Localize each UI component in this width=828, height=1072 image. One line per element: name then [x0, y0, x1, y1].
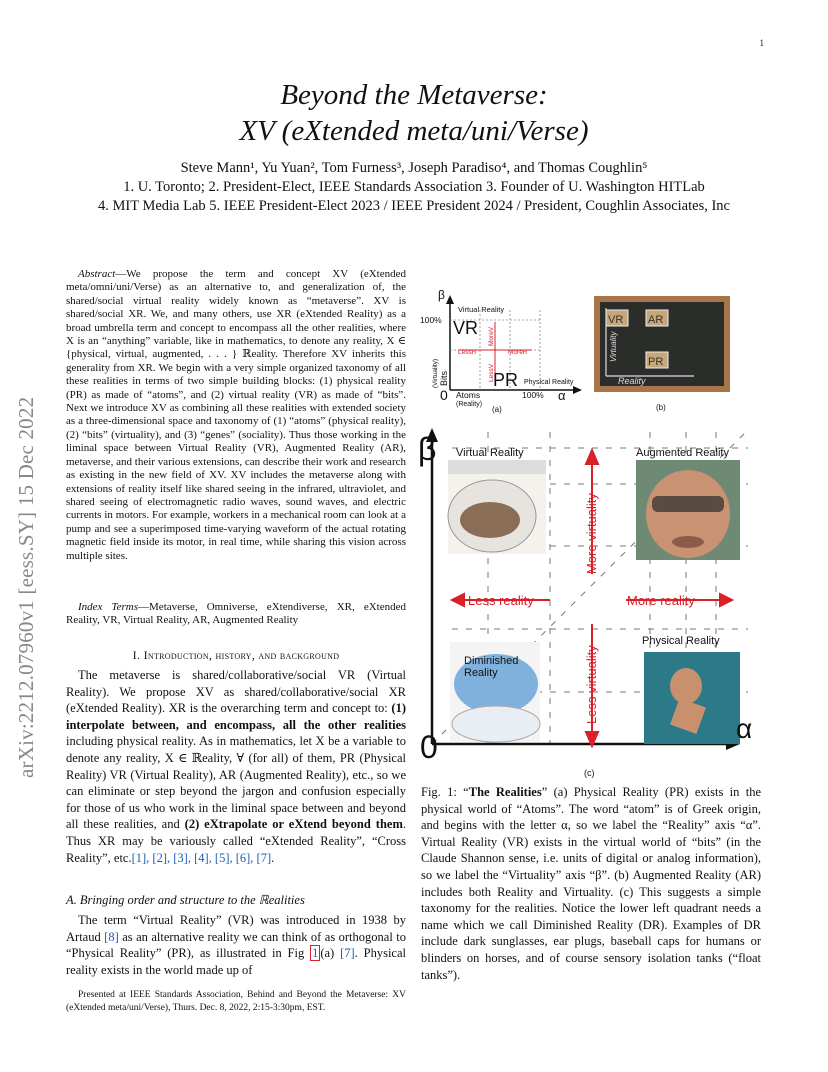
virtuality-label-a: (Virtuality): [432, 358, 439, 388]
diminished-reality-label-c: Diminished Reality: [464, 655, 519, 679]
affiliations-line1: 1. U. Toronto; 2. President-Elect, IEEE Standards Association 3. Founder of U. Washington HITLab: [123, 179, 705, 195]
less-reality-label: Less reality: [468, 593, 534, 608]
physical-reality-label-a: Physical Reality: [524, 379, 574, 386]
citation-link-7[interactable]: [7]: [340, 946, 355, 961]
atoms-label: Atoms: [456, 390, 481, 400]
chalk-reality: Reality: [618, 376, 646, 386]
less-virtuality-label: Less virtuality: [584, 645, 599, 724]
figure-caption: [421, 784, 761, 983]
page-number: 1: [759, 38, 764, 48]
caption-bold: The Realities: [468, 785, 542, 799]
zero-label-a: 0: [440, 387, 448, 403]
chalk-pr-tile: PR: [648, 356, 664, 368]
abstract-label: Abstract: [78, 268, 116, 280]
figure-panel-a: [420, 290, 595, 415]
caption-text: ” (a) Physical Reality (PR) exists in the physical world of “Atoms”. The word “atom” is of Greek origin, and begins with the letter α, so we label the “Reality” axis “α”. Virtual Reality (VR) exists in the virtual world of “bits” (in the Claude Shannon sense, i.e. units of digital or analog information), so we label the “Virtuality” axis “β”. (b) Augmented Reality (AR) includes both Reality and Virtuality. (c) This suggests a simple taxonomy for the realities. Notice the lower left quadrant needs a name which we call Diminished Reality (DR). Examples of DR include dark sunglasses, ear plugs, baseball caps for humans or blinders on horses, and of course sensory isolation tanks (“float tanks”).: [421, 785, 761, 982]
subsection-text-d: . Physical reality exists in the world made up of: [66, 946, 406, 977]
pr-photo: [644, 652, 740, 744]
panel-a-caption: (a): [492, 405, 502, 414]
physical-reality-label-c: Physical Reality: [642, 635, 720, 647]
hundred-y-label: 100%: [420, 315, 442, 325]
zero-label-c: 0: [420, 729, 438, 765]
affiliations-line2: 4. MIT Media Lab 5. IEEE President-Elect 2023 / IEEE President 2024 / President, Coughlin Associates, Inc: [98, 198, 730, 214]
footnote: Presented at IEEE Standards Association, Behind and Beyond the Metaverse: XV (eXtended meta/uni/Verse), Thurs. Dec. 8, 2022, 2:15-3:30pm, EST.: [66, 990, 406, 1013]
section1-text-c: including physical reality. As in mathematics, let X be a variable to denote any reality, X ∈ ℝeality, ∀ (for all) of them, PR (Physical Reality) VR (Virtual Reality), AR (Augmented Reality), etc., so we can eliminate or step beyond the jargon and confusion especially for those of us who work in the liminal space between and beyond all these realities, and: [66, 734, 406, 832]
vr-photo: [448, 460, 546, 554]
figure-ref-link[interactable]: 1: [312, 946, 319, 961]
subsection-text-c: (a): [320, 946, 341, 961]
virtual-reality-label-a: Virtual Reality: [458, 305, 505, 314]
bits-label: Bits: [439, 370, 449, 386]
caption-prefix: Fig. 1: “: [421, 785, 469, 799]
more-virtuality-label: More virtuality: [584, 493, 599, 574]
figure-panel-c: [418, 424, 764, 780]
index-terms: [66, 601, 406, 628]
abstract: [66, 268, 406, 563]
reality-label-a: (Reality): [456, 401, 483, 408]
citation-link-8[interactable]: [8]: [104, 929, 119, 944]
beta-label-a: β: [438, 290, 445, 302]
virtual-reality-label-c: Virtual Reality: [456, 447, 524, 459]
chalk-vr-tile: VR: [608, 314, 624, 326]
hundred-x-label: 100%: [522, 390, 544, 400]
citation-links[interactable]: [1], [2], [3], [4], [5], [6], [7]: [131, 850, 272, 865]
index-terms-text: —Metaverse, Omniverse, eXtendiverse, XR, eXtended Reality, VR, Virtual Reality, AR, Augmented Reality: [66, 601, 406, 627]
section-heading: I. Introduction, history, and background: [132, 648, 340, 662]
lessr-label: LessR: [458, 349, 477, 356]
lessv-label: LessV: [488, 363, 495, 382]
section1-text-end: .: [271, 850, 275, 865]
section1-paragraph: [66, 667, 406, 866]
subsection-heading: A. Bringing order and structure to the ℝealities: [66, 893, 305, 907]
section1-bold-2: (2) eXtrapolate or eXtend beyond them: [184, 817, 403, 832]
morer-label: MoreR: [508, 349, 528, 356]
subsection-text-a: The term “Virtual Reality” (VR) was introduced in 1938 by Artaud: [66, 913, 406, 944]
author-list: Steve Mann¹, Yu Yuan², Tom Furness³, Joseph Paradiso⁴, and Thomas Coughlin⁵: [180, 160, 648, 176]
morev-label: MoreV: [488, 326, 495, 346]
augmented-reality-label-c: Augmented Reality: [636, 447, 729, 459]
paper-title-line1: Beyond the Metaverse:: [280, 79, 548, 111]
arxiv-stamp: arXiv:2212.07960v1 [eess.SY] 15 Dec 2022: [14, 396, 38, 778]
chalk-virtuality: Virtuality: [609, 331, 618, 362]
beta-label-c: β: [418, 431, 437, 467]
alpha-label-c: α: [736, 713, 753, 744]
subsection-paragraph: [66, 912, 406, 978]
more-reality-label: More reality: [627, 593, 695, 608]
index-terms-label: Index Terms: [78, 601, 139, 613]
vr-label-a: VR: [453, 318, 479, 338]
figure-panel-b: [594, 296, 734, 416]
section1-text-a: The metaverse is shared/collaborative/social VR (Virtual Reality). We propose XV as shared/collaborative/social XR (eXtended Reality). XR is the overarching term and concept to:: [66, 668, 406, 716]
chalk-ar-tile: AR: [648, 314, 664, 326]
ar-photo: [636, 460, 740, 560]
abstract-text: —We propose the term and concept XV (eXtended meta/omni/uni/Verse) as an alternative to, and generalization of, the shared/social virtual reality widely known as “metaverse”. XV is shared/social XR. We, and many others, use XR (eXtended Reality) as a broad umbrella term and concept to encompass all the other realities, where X is an “anything” variable, like in mathematics, to denote any reality, X ∈ {physical, virtual, augmented, . . . } ℝeality. Therefore XV inherits this generality from XR. We begin with a very simple organized taxonomy of all these realities in terms of two simple building blocks: (1) physical reality (PR) as made of “atoms”, and (2) virtual reality (VR) as made of “bits”. Next we introduce XV as combining all these realities with extended society as a three-dimensional space and taxonomy of (1) “atoms” (physical reality), (2) “bits” (virtuality), and (3) “genes” (sociality). Thus those working in the liminal space between Virtual Reality (VR), Augmented Reality (AR), metaverse, and their various extensions, can describe their work and research as existing in the new field of XV. XV includes the metaverse along with extensions of reality itself like shared seeing in the infrared, ultraviolet, and shared seeing of electromagnetic radio waves, sound waves, and electric currents in motors. For example, workers in a mechanical room can look at a pump and see a superimposed time-varying waveform of the actual rotating magnetic field inside its motor, in real time, while sharing this vision across multiple sites.: [66, 268, 406, 562]
paper-title-line2: XV (eXtended meta/uni/Verse): [239, 115, 589, 147]
panel-b-caption: (b): [656, 403, 666, 412]
panel-c-caption: (c): [584, 768, 595, 778]
beta-axis-arrow-a: [446, 295, 454, 304]
section1-text-d: . Thus XR may be variously called “eXtended Reality”, “Cross Reality”, etc.: [66, 817, 406, 865]
subsection-text-b: as an alternative reality we can think of as orthogonal to “Physical Reality” (PR), as illustrated in Fig: [66, 929, 406, 961]
pr-label-a: PR: [493, 370, 519, 390]
alpha-axis-arrow-a: [573, 386, 582, 394]
alpha-label-a: α: [558, 388, 566, 403]
section1-bold-1: (1) interpolate between, and encompass, all the other realities: [66, 701, 406, 732]
